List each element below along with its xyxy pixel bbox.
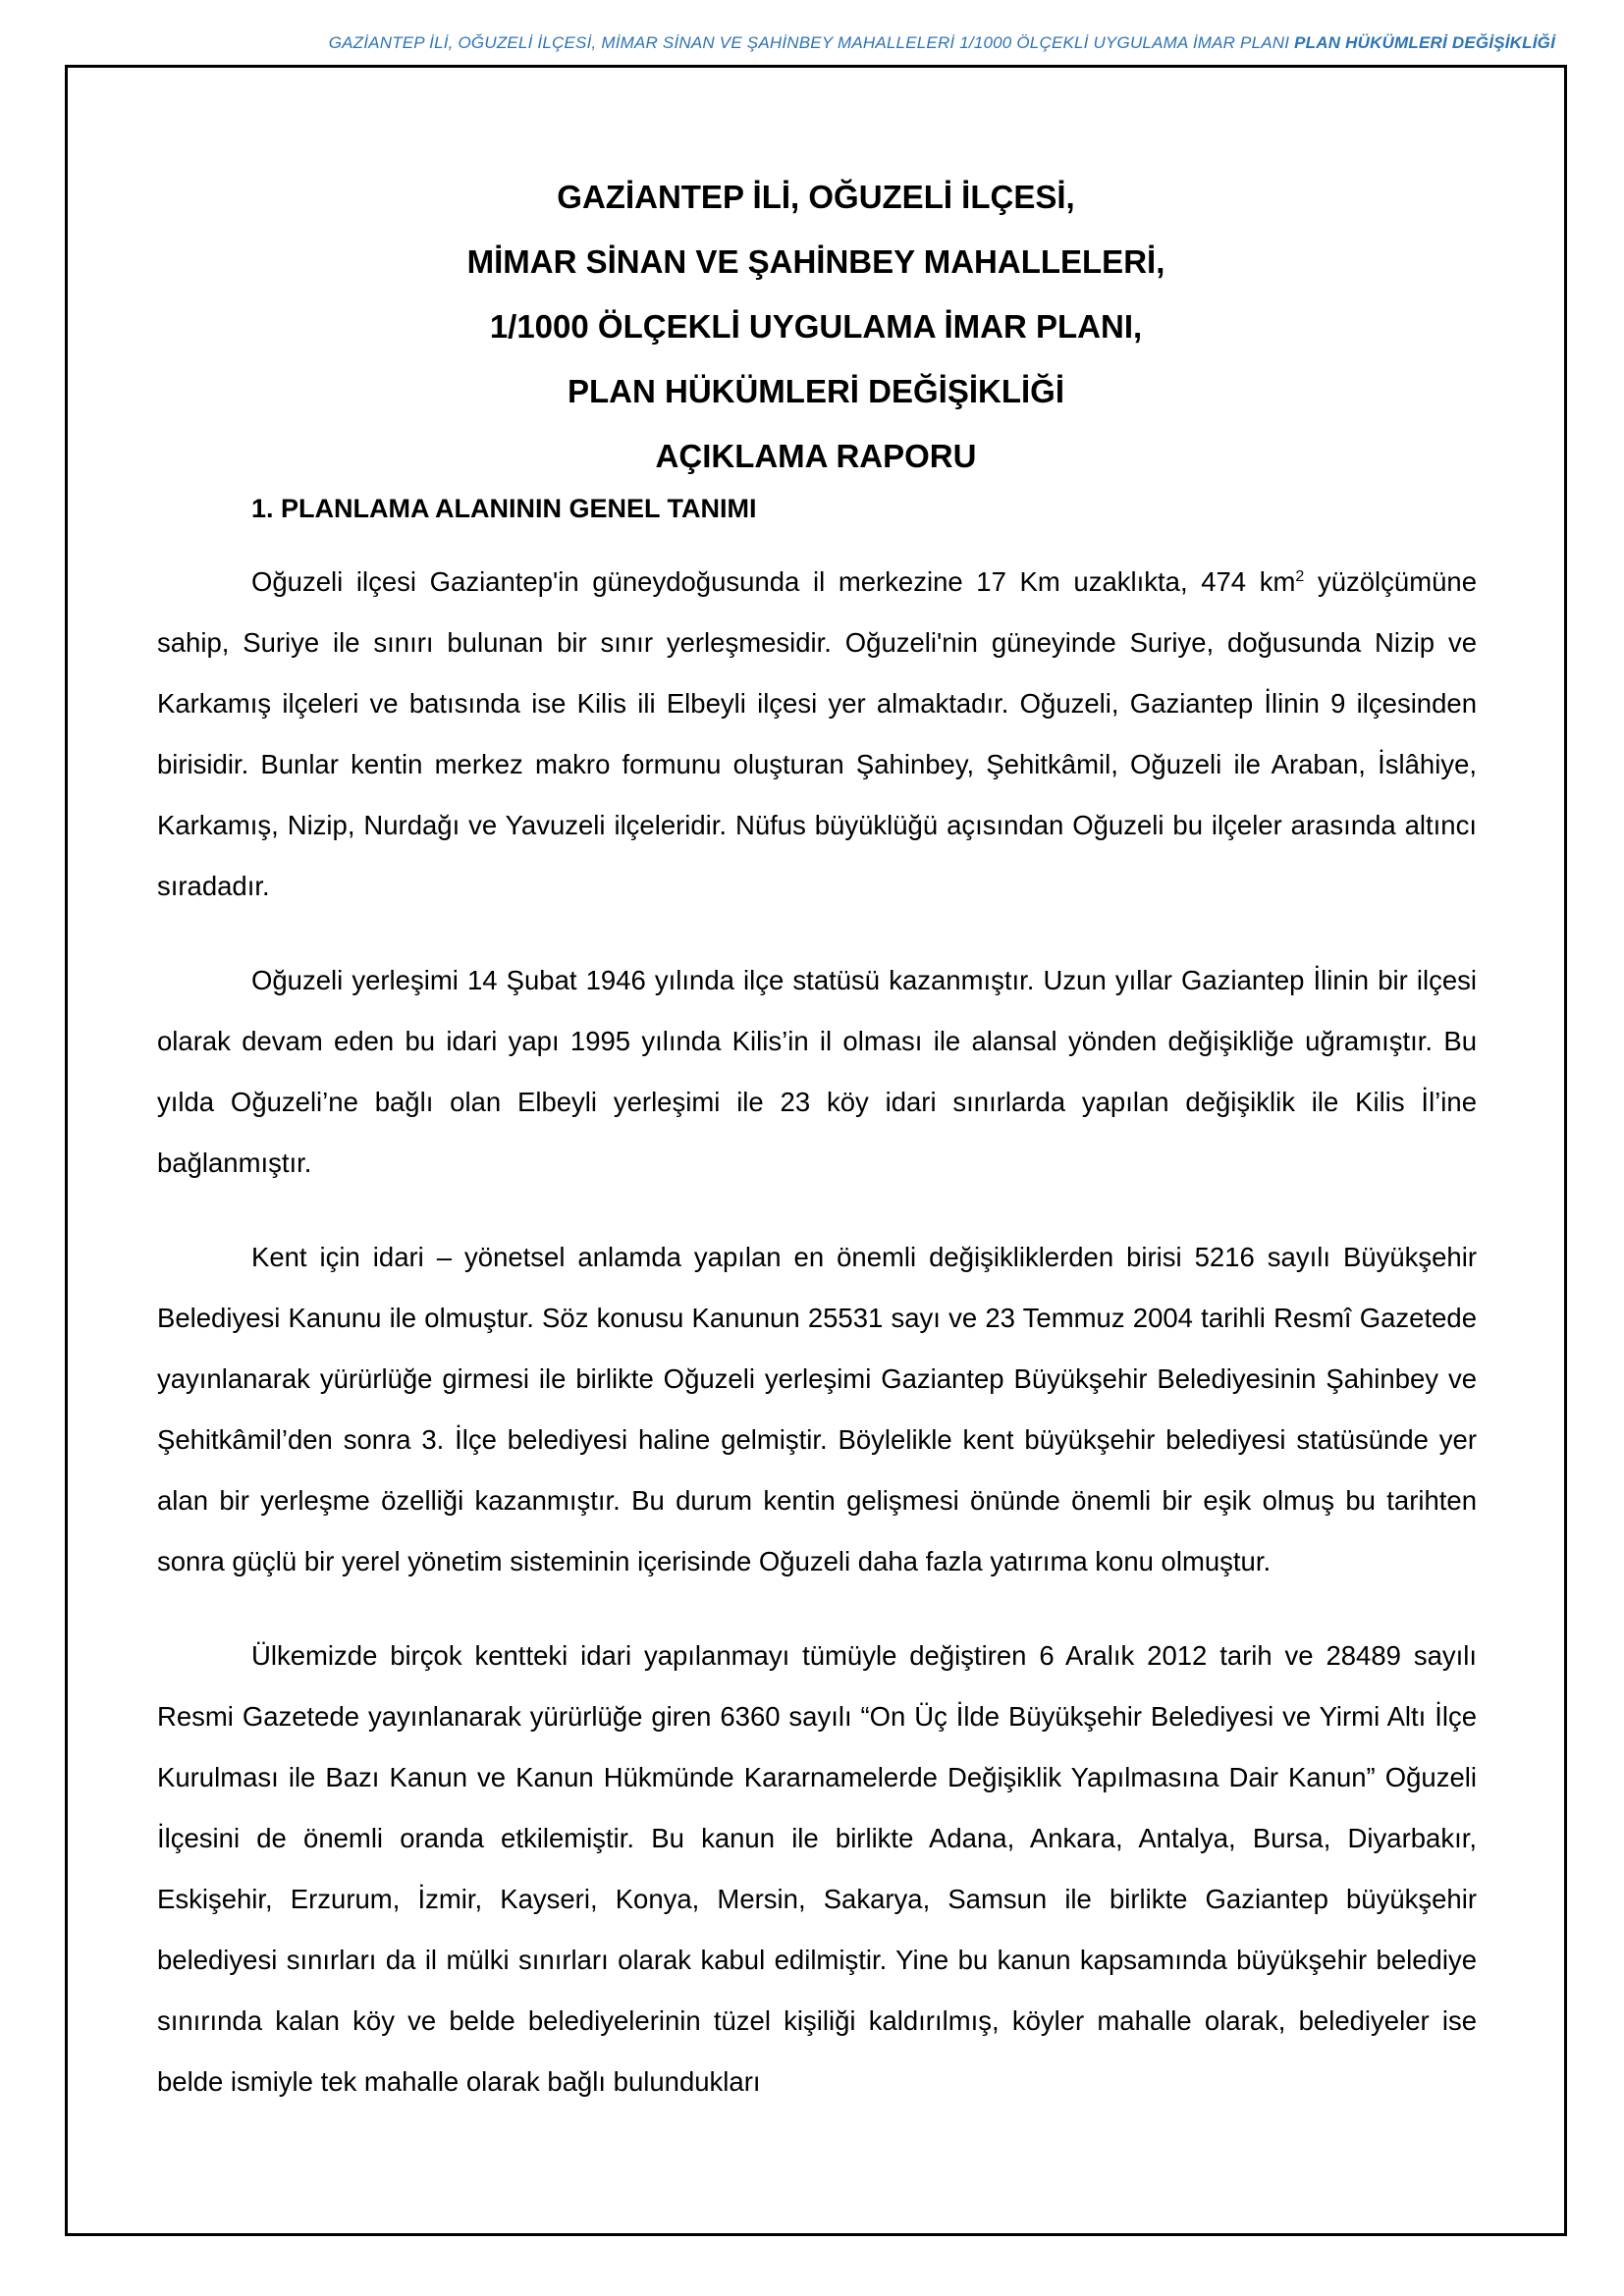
title-line-4: PLAN HÜKÜMLERİ DEĞİŞİKLİĞİ (567, 373, 1064, 409)
title-line-1: GAZİANTEP İLİ, OĞUZELİ İLÇESİ, (557, 179, 1075, 215)
paragraph-1-start: Oğuzeli ilçesi Gaziantep'in güneydoğusunda il merkezine 17 Km uzaklıkta, 474 km (251, 566, 1296, 597)
running-header-bold: PLAN HÜKÜMLERİ DEĞİŞİKLİĞİ (1294, 33, 1555, 52)
document-body (157, 491, 1477, 2146)
paragraph-4: Ülkemizde birçok kentteki idari yapılanmayı tümüyle değiştiren 6 Aralık 2012 tarih ve 28489 sayılı Resmi Gazetede yayınlanarak yürürlüğe giren 6360 sayılı “On Üç İlde Büyükşehir Belediyesi ve Yirmi Altı İlçe Kurulması ile Bazı Kanun ve Kanun Hükmünde Kararnamelerde Değişiklik Yapılmasına Dair Kanun” Oğuzeli İlçesini de önemli oranda etkilemiştir. Bu kanun ile birlikte Adana, Ankara, Antalya, Bursa, Diyarbakır, Eskişehir, Erzurum, İzmir, Kayseri, Konya, Mersin, Sakarya, Samsun ile birlikte Gaziantep büyükşehir belediyesi sınırları da il mülki sınırları olarak kabul edilmiştir. Yine bu kanun kapsamında büyükşehir belediye sınırında kalan köy ve belde belediyelerinin tüzel kişiliği kaldırılmış, köyler mahalle olarak, belediyeler ise belde ismiyle tek mahalle olarak bağlı bulundukları (157, 1640, 1477, 2097)
document-title (65, 165, 1567, 489)
title-line-3: 1/1000 ÖLÇEKLİ UYGULAMA İMAR PLANI, (489, 308, 1143, 345)
section-heading: 1. PLANLAMA ALANININ GENEL TANIMI (251, 494, 757, 523)
paragraph-2: Oğuzeli yerleşimi 14 Şubat 1946 yılında ilçe statüsü kazanmıştır. Uzun yıllar Gaziantep İlinin bir ilçesi olarak devam eden bu idari yapı 1995 yılında Kilis’in il olması ile alansal yönden değişikliğe uğramıştır. Bu yılda Oğuzeli’ne bağlı olan Elbeyli yerleşimi ile 23 köy idari sınırlarda yapılan değişiklik ile Kilis İl’ine bağlanmıştır. (157, 965, 1477, 1178)
title-line-2: MİMAR SİNAN VE ŞAHİNBEY MAHALLELERİ, (466, 243, 1165, 280)
paragraph-3: Kent için idari – yönetsel anlamda yapılan en önemli değişikliklerden birisi 5216 sayılı Büyükşehir Belediyesi Kanunu ile olmuştur. Söz konusu Kanunun 25531 sayı ve 23 Temmuz 2004 tarihli Resmî Gazetede yayınlanarak yürürlüğe girmesi ile birlikte Oğuzeli yerleşimi Gaziantep Büyükşehir Belediyesinin Şahinbey ve Şehitkâmil’den sonra 3. İlçe belediyesi haline gelmiştir. Böylelikle kent büyükşehir belediyesi statüsünde yer alan bir yerleşme özelliği kazanmıştır. Bu durum kentin gelişmesi önünde önemli bir eşik olmuş bu tarihten sonra güçlü bir yerel yönetim sisteminin içerisinde Oğuzeli daha fazla yatırıma konu olmuştur. (157, 1242, 1477, 1576)
superscript-2: 2 (1295, 567, 1305, 585)
title-line-5: AÇIKLAMA RAPORU (655, 438, 977, 474)
running-header-text: GAZİANTEP İLİ, OĞUZELİ İLÇESİ, MİMAR SİNAN VE ŞAHİNBEY MAHALLELERİ 1/1000 ÖLÇEKLİ UYGULAMA İMAR PLANI (328, 33, 1290, 52)
running-header (69, 33, 1555, 53)
paragraph-1 (157, 552, 1477, 917)
paragraph-1-end: yüzölçümüne sahip, Suriye ile sınırı bulunan bir sınır yerleşmesidir. Oğuzeli'nin güneyinde Suriye, doğusunda Nizip ve Karkamış ilçeleri ve batısında ise Kilis ili Elbeyli ilçesi yer almaktadır. Oğuzeli, Gaziantep İlinin 9 ilçesinden birisidir. Bunlar kentin merkez makro formunu oluşturan Şahinbey, Şehitkâmil, Oğuzeli ile Araban, İslâhiye, Karkamış, Nizip, Nurdağı ve Yavuzeli ilçeleridir. Nüfus büyüklüğü açısından Oğuzeli bu ilçeler arasında altıncı sıradadır. (157, 566, 1477, 901)
